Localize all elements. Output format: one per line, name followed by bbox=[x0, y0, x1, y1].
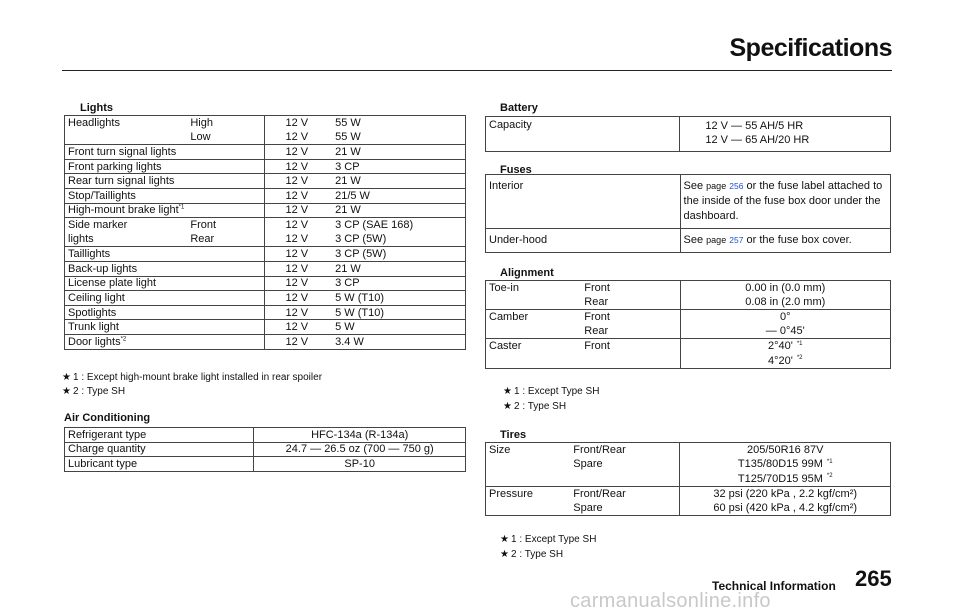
table-row bbox=[65, 116, 466, 131]
alignment-position: Front bbox=[584, 340, 610, 353]
air-conditioning-title: Air Conditioning bbox=[64, 412, 151, 424]
lights-title: Lights bbox=[80, 102, 113, 114]
table-row bbox=[65, 305, 466, 320]
table-row bbox=[65, 320, 466, 335]
asterisk-icon: ★ bbox=[500, 549, 509, 560]
ac-item: Refrigerant type bbox=[65, 428, 254, 443]
battery-table bbox=[485, 116, 891, 152]
table-row bbox=[486, 295, 891, 310]
light-wattage: 21/5 W bbox=[311, 188, 465, 203]
tire-spec: T135/80D15 99M $^{*1}$ bbox=[680, 457, 891, 472]
light-voltage: 12 V bbox=[265, 320, 311, 335]
tire-item bbox=[486, 472, 571, 487]
tires-title: Tires bbox=[500, 429, 527, 441]
page-reference-link[interactable]: 257 bbox=[729, 235, 744, 245]
alignment-spec: 0° bbox=[680, 310, 891, 325]
tire-position: Spare bbox=[573, 501, 603, 514]
table-row bbox=[65, 145, 466, 160]
light-wattage: 55 W bbox=[311, 130, 465, 145]
alignment-spec: — 0°45' bbox=[680, 324, 891, 339]
light-item: High-mount brake light$^{*1}$ bbox=[65, 203, 188, 218]
fuse-interior-label: Interior bbox=[486, 175, 681, 229]
alignment-position: Rear bbox=[581, 295, 680, 310]
table-row bbox=[65, 428, 466, 443]
table-row bbox=[486, 486, 891, 501]
table-row bbox=[65, 174, 466, 189]
lights-footnote-1: ★ 1 : Except high-mount brake light installed in rear spoiler bbox=[62, 372, 323, 383]
light-position: Low bbox=[187, 130, 265, 145]
light-item: License plate light bbox=[65, 276, 188, 291]
light-voltage: 12 V bbox=[265, 276, 311, 291]
light-item: Spotlights bbox=[65, 305, 188, 320]
alignment-item: Caster bbox=[489, 340, 522, 353]
light-voltage: 12 V bbox=[265, 291, 311, 306]
light-item: Stop/Taillights bbox=[65, 188, 188, 203]
light-wattage: 21 W bbox=[311, 261, 465, 276]
alignment-position: Rear bbox=[581, 324, 680, 339]
light-voltage: 12 V bbox=[265, 232, 311, 247]
light-item: Side marker bbox=[68, 219, 128, 232]
asterisk-icon: ★ bbox=[62, 386, 71, 397]
ac-spec: SP-10 bbox=[254, 457, 466, 472]
tire-spec: 60 psi (420 kPa , 4.2 kgf/cm²) bbox=[680, 501, 891, 516]
light-wattage: 5 W (T10) bbox=[311, 291, 465, 306]
page-title: Specifications bbox=[729, 34, 892, 62]
alignment-position: Front bbox=[584, 311, 610, 324]
table-row bbox=[65, 188, 466, 203]
ac-spec: 24.7 — 26.5 oz (700 — 750 g) bbox=[254, 442, 466, 457]
tire-item: Pressure bbox=[489, 487, 534, 500]
light-wattage: 5 W (T10) bbox=[311, 305, 465, 320]
light-position bbox=[187, 320, 265, 335]
light-voltage: 12 V bbox=[265, 247, 311, 262]
tire-item bbox=[486, 457, 571, 472]
asterisk-icon: ★ bbox=[62, 372, 71, 383]
light-position: Front bbox=[190, 219, 217, 232]
alignment-item: Camber bbox=[489, 311, 529, 324]
ac-item: Lubricant type bbox=[68, 457, 138, 470]
table-row bbox=[65, 334, 466, 349]
tire-item: Size bbox=[489, 444, 511, 457]
tire-spec: T125/70D15 95M $^{*2}$ bbox=[680, 472, 891, 487]
tires-table bbox=[485, 442, 891, 516]
alignment-table bbox=[485, 280, 891, 369]
lights-table bbox=[64, 115, 466, 350]
light-position bbox=[187, 159, 265, 174]
fuse-underhood-label: Under-hood bbox=[489, 234, 548, 246]
light-position bbox=[187, 203, 265, 218]
table-row bbox=[65, 203, 466, 218]
table-row bbox=[65, 159, 466, 174]
alignment-item: Toe-in bbox=[489, 282, 519, 295]
alignment-footnote-2: ★ 2 : Type SH bbox=[503, 401, 567, 412]
fuse-interior-info: See page 256 or the fuse label attached to the inside of the fuse box door under the dashboard. bbox=[680, 175, 890, 229]
table-row bbox=[486, 472, 891, 487]
light-wattage: 3 CP (5W) bbox=[311, 232, 465, 247]
fuses-table bbox=[485, 174, 891, 253]
table-row bbox=[65, 261, 466, 276]
watermark-text: carmanualsonline.info bbox=[570, 590, 771, 612]
light-wattage: 3.4 W bbox=[335, 335, 364, 348]
light-voltage: 12 V bbox=[265, 305, 311, 320]
light-position bbox=[187, 247, 265, 262]
light-item: Ceiling light bbox=[65, 291, 188, 306]
tire-position: Front/Rear bbox=[573, 444, 626, 457]
alignment-footnote-1: ★ 1 : Except Type SH bbox=[503, 386, 600, 397]
battery-capacity-label: Capacity bbox=[489, 119, 532, 131]
light-position bbox=[187, 145, 265, 160]
light-wattage: 55 W bbox=[335, 117, 361, 130]
tires-footnote-2: ★ 2 : Type SH bbox=[500, 549, 564, 560]
light-wattage: 21 W bbox=[311, 145, 465, 160]
light-position: High bbox=[190, 117, 213, 130]
table-row bbox=[65, 291, 466, 306]
light-position bbox=[187, 291, 265, 306]
footnote-mark: *1 bbox=[826, 458, 833, 465]
light-item: Trunk light bbox=[65, 320, 188, 335]
table-row bbox=[65, 457, 466, 472]
light-position: Rear bbox=[187, 232, 265, 247]
light-voltage: 12 V bbox=[265, 116, 311, 131]
asterisk-icon: ★ bbox=[503, 386, 512, 397]
footnote-mark: *2 bbox=[120, 336, 127, 343]
light-position bbox=[187, 305, 265, 320]
light-item: Door lights$^{*2}$ bbox=[68, 335, 127, 348]
battery-title: Battery bbox=[500, 102, 538, 114]
table-row bbox=[65, 218, 466, 233]
section-footer-label: Technical Information bbox=[712, 579, 836, 593]
table-row bbox=[486, 310, 891, 325]
fuses-title: Fuses bbox=[500, 164, 532, 176]
asterisk-icon: ★ bbox=[503, 401, 512, 412]
table-row bbox=[65, 130, 466, 145]
battery-spec-1: 12 V — 55 AH/5 HR bbox=[705, 120, 804, 132]
tires-footnote-1: ★ 1 : Except Type SH bbox=[500, 534, 597, 545]
battery-capacity-values bbox=[680, 117, 891, 152]
fuse-underhood-info: See page 257 or the fuse box cover. bbox=[680, 229, 890, 253]
alignment-item bbox=[486, 324, 582, 339]
light-wattage: 21 W bbox=[311, 203, 465, 218]
light-voltage: 12 V bbox=[265, 159, 311, 174]
footnote-mark: *2 bbox=[796, 354, 803, 361]
light-voltage: 12 V bbox=[265, 203, 311, 218]
alignment-title: Alignment bbox=[500, 267, 554, 279]
light-item: Back-up lights bbox=[65, 261, 188, 276]
light-voltage: 12 V bbox=[265, 174, 311, 189]
light-voltage: 12 V bbox=[265, 218, 311, 233]
light-position bbox=[187, 188, 265, 203]
alignment-spec: 0.00 in (0.0 mm) bbox=[680, 281, 891, 296]
battery-spec-2: 12 V — 65 AH/20 HR bbox=[705, 134, 810, 146]
tire-position: Front/Rear bbox=[573, 487, 626, 500]
table-row bbox=[486, 443, 891, 458]
footnote-mark: *2 bbox=[826, 473, 833, 480]
alignment-spec: 0.08 in (2.0 mm) bbox=[680, 295, 891, 310]
footnote-mark: *1 bbox=[796, 340, 803, 347]
light-wattage: 3 CP (SAE 168) bbox=[335, 219, 414, 232]
light-wattage: 3 CP (5W) bbox=[311, 247, 465, 262]
tire-spec: 205/50R16 87V bbox=[680, 443, 891, 458]
table-row bbox=[65, 442, 466, 457]
ac-spec: HFC-134a (R-134a) bbox=[254, 428, 466, 443]
table-row bbox=[486, 324, 891, 339]
light-wattage: 3 CP bbox=[311, 276, 465, 291]
alignment-spec: 2°40' $^{*1}$ bbox=[680, 339, 891, 354]
table-row bbox=[65, 247, 466, 262]
tire-position: Spare bbox=[573, 458, 603, 471]
light-position bbox=[187, 334, 265, 349]
light-item: Taillights bbox=[65, 247, 188, 262]
alignment-item bbox=[486, 353, 582, 368]
alignment-item bbox=[486, 295, 582, 310]
light-position bbox=[187, 276, 265, 291]
light-wattage: 21 W bbox=[311, 174, 465, 189]
tire-item bbox=[486, 501, 571, 516]
light-wattage: 3 CP bbox=[311, 159, 465, 174]
light-item: Headlights bbox=[68, 117, 120, 130]
light-voltage: 12 V bbox=[265, 145, 311, 160]
lights-footnote-2: ★ 2 : Type SH bbox=[62, 386, 126, 397]
asterisk-icon: ★ bbox=[500, 534, 509, 545]
air-conditioning-table bbox=[64, 427, 466, 472]
table-row bbox=[486, 339, 891, 354]
light-position bbox=[187, 261, 265, 276]
light-position bbox=[187, 174, 265, 189]
page-reference-link[interactable]: 256 bbox=[729, 181, 744, 191]
tire-spec: 32 psi (220 kPa , 2.2 kgf/cm²) bbox=[680, 486, 891, 501]
alignment-spec: 4°20' $^{*2}$ bbox=[680, 353, 891, 368]
light-voltage: 12 V bbox=[265, 130, 311, 145]
footnote-mark: *1 bbox=[178, 204, 185, 211]
light-voltage: 12 V bbox=[265, 261, 311, 276]
alignment-position bbox=[581, 353, 680, 368]
table-row bbox=[486, 457, 891, 472]
table-row bbox=[486, 353, 891, 368]
table-row bbox=[486, 281, 891, 296]
tire-position bbox=[570, 472, 680, 487]
light-item: Front parking lights bbox=[65, 159, 188, 174]
light-item: Rear turn signal lights bbox=[65, 174, 188, 189]
light-item: lights bbox=[65, 232, 188, 247]
light-item: Front turn signal lights bbox=[65, 145, 188, 160]
light-wattage: 5 W bbox=[311, 320, 465, 335]
light-item bbox=[65, 130, 188, 145]
alignment-position: Front bbox=[584, 282, 610, 295]
table-row bbox=[486, 501, 891, 516]
table-row bbox=[65, 232, 466, 247]
page-number: 265 bbox=[855, 566, 892, 591]
title-divider bbox=[62, 70, 892, 71]
light-voltage: 12 V bbox=[265, 188, 311, 203]
light-voltage: 12 V bbox=[265, 334, 311, 349]
table-row bbox=[65, 276, 466, 291]
ac-item: Charge quantity bbox=[65, 442, 254, 457]
